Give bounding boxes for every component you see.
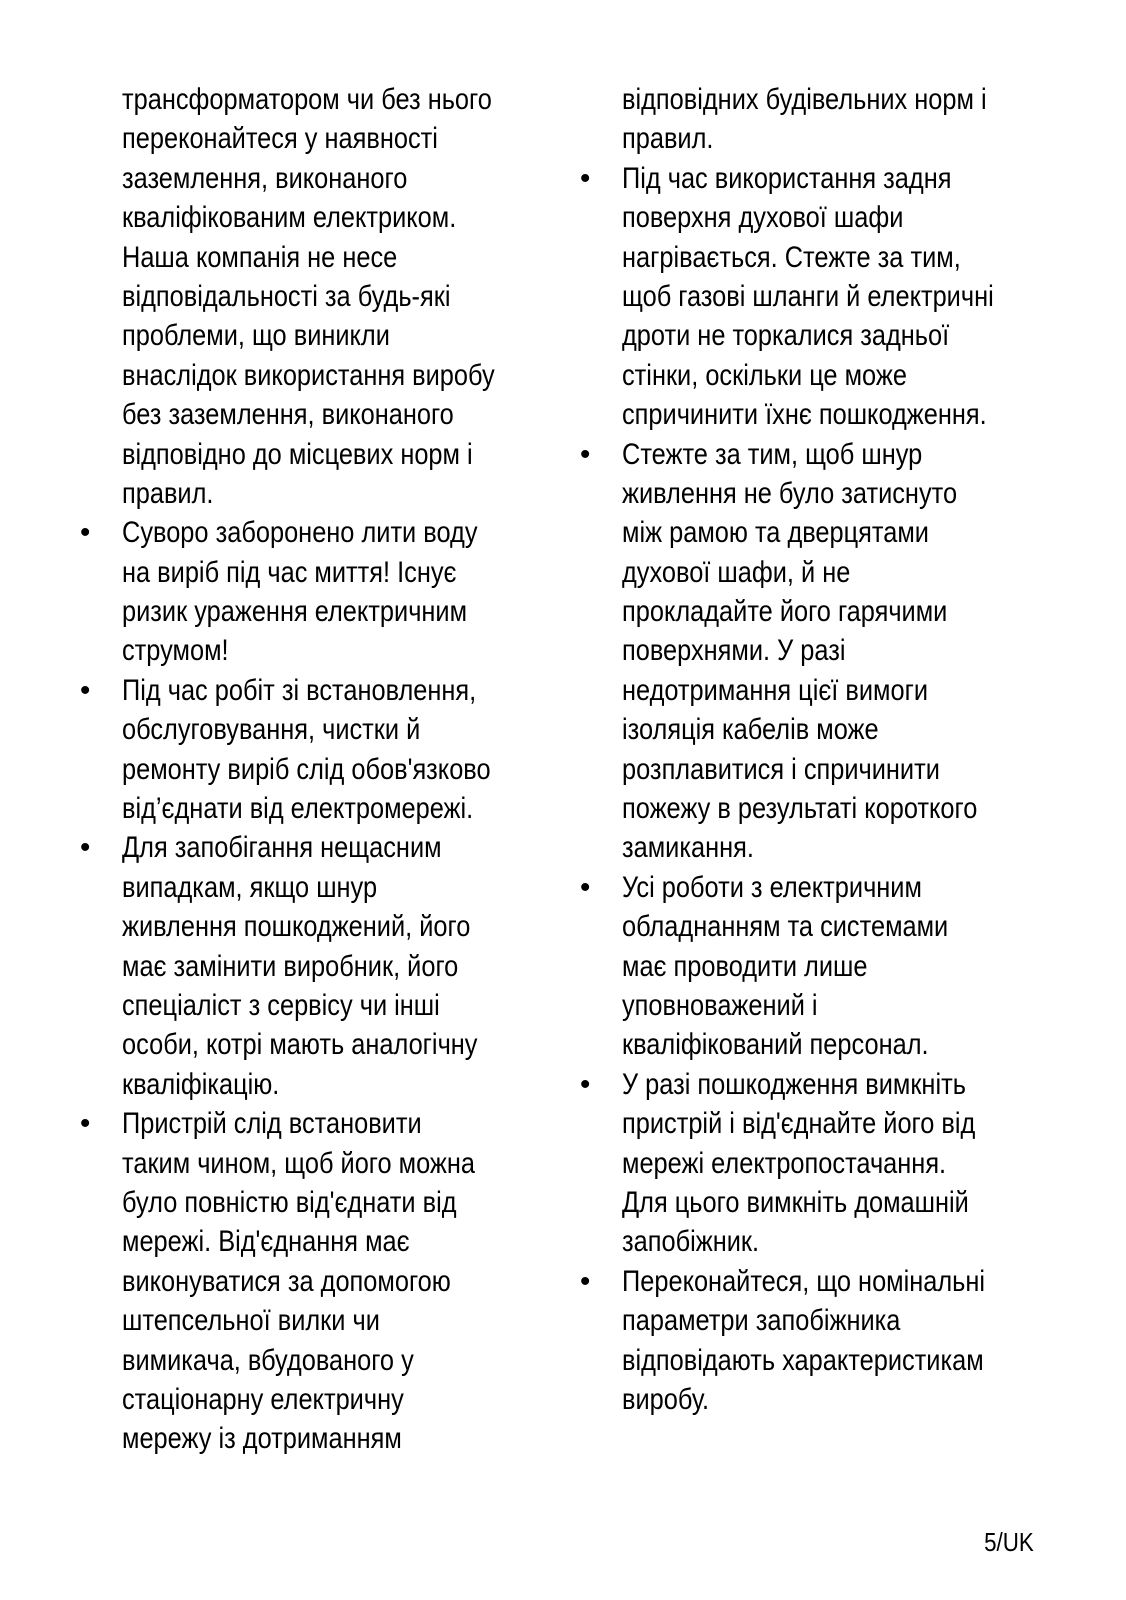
text-line: на виріб під час миття! Існує	[122, 555, 457, 589]
text-line: має замінити виробник, його	[122, 949, 459, 983]
text-line: Під час робіт зі встановлення,	[122, 673, 477, 707]
text-line: пожежу в результаті короткого	[622, 792, 978, 826]
bullet-icon: •	[80, 1107, 91, 1141]
list-item	[70, 513, 560, 671]
text-line: обладнанням та системами	[622, 910, 949, 944]
text-line: таким чином, щоб його можна	[122, 1146, 476, 1180]
text-line: Стежте за тим, щоб шнур	[622, 437, 923, 471]
text-line: трансформатором чи без нього	[122, 83, 492, 116]
text-line: нагрівається. Стежте за тим,	[622, 240, 961, 274]
text-line: щоб газові шланги й електричні	[622, 279, 994, 313]
text-line: замикання.	[622, 831, 754, 865]
text-line: ремонту виріб слід обов'язково	[122, 752, 491, 786]
text-line: прокладайте його гарячими	[622, 595, 948, 629]
text-line: виконуватися за допомогою	[122, 1264, 451, 1298]
text-line: поверхня духової шафи	[622, 201, 904, 235]
bullet-icon: •	[580, 1264, 591, 1298]
text-line: правил.	[622, 122, 714, 156]
text-line: Для запобігання нещасним	[122, 831, 442, 865]
text-line: мережі. Від'єднання має	[122, 1225, 410, 1259]
text-line: особи, котрі мають аналогічну	[122, 1028, 478, 1062]
bullet-icon: •	[580, 1067, 591, 1101]
list-item	[570, 1065, 1060, 1262]
text-line: дроти не торкалися задньої	[622, 319, 950, 353]
page-number: 5/UK	[984, 1527, 1034, 1557]
text-line: У разі пошкодження вимкніть	[622, 1067, 966, 1101]
text-line: відповідних будівельних норм і	[622, 83, 987, 116]
text-line: Наша компанія не несе	[122, 240, 398, 274]
continued-paragraph-left	[70, 80, 560, 513]
text-line: струмом!	[122, 634, 229, 668]
text-line: духової шафи, й не	[622, 555, 851, 589]
text-line: виробу.	[622, 1382, 710, 1416]
text-line: відповідають характеристикам	[622, 1343, 984, 1377]
text-line: кваліфікований персонал.	[622, 1028, 929, 1062]
text-line: кваліфікацію.	[122, 1067, 280, 1101]
text-line: Суворо заборонено лити воду	[122, 516, 478, 550]
list-item	[570, 159, 1060, 435]
text-line: Переконайтеся, що номінальні	[622, 1264, 986, 1298]
bullet-icon: •	[580, 437, 591, 471]
text-line: стінки, оскільки це може	[622, 358, 907, 392]
text-line: проблеми, що виникли	[122, 319, 390, 353]
text-line: внаслідок використання виробу	[122, 358, 495, 392]
bullet-icon: •	[80, 516, 91, 550]
text-line: без заземлення, виконаного	[122, 398, 454, 432]
text-line: запобіжник.	[622, 1225, 760, 1259]
text-line: відповідальності за будь-які	[122, 279, 451, 313]
right-column	[570, 80, 1060, 1419]
list-item	[570, 868, 1060, 1065]
text-line: мережу із дотриманням	[122, 1422, 402, 1456]
text-line: пристрій і від'єднайте його від	[622, 1107, 976, 1141]
text-line: обслуговування, чистки й	[122, 713, 421, 747]
list-item	[70, 671, 560, 829]
list-item	[570, 435, 1060, 868]
text-line: параметри запобіжника	[622, 1304, 901, 1338]
bullet-icon: •	[580, 161, 591, 195]
text-line: уповноважений і	[622, 988, 818, 1022]
text-line: заземлення, виконаного	[122, 161, 408, 195]
text-line: ізоляція кабелів може	[622, 713, 879, 747]
text-line: від’єднати від електромережі.	[122, 792, 474, 826]
text-line: спеціаліст з сервісу чи інші	[122, 988, 440, 1022]
text-line: Пристрій слід встановити	[122, 1107, 422, 1141]
text-line: штепсельної вилки чи	[122, 1304, 380, 1338]
text-line: правил.	[122, 476, 214, 510]
text-line: було повністю від'єднати від	[122, 1185, 457, 1219]
text-line: ризик ураження електричним	[122, 595, 468, 629]
list-item	[70, 1104, 560, 1459]
bullet-icon: •	[580, 870, 591, 904]
text-line: кваліфікованим електриком.	[122, 201, 457, 235]
text-line: поверхнями. У разі	[622, 634, 846, 668]
text-line: Під час використання задня	[622, 161, 952, 195]
text-line: має проводити лише	[622, 949, 868, 983]
text-line: мережі електропостачання.	[622, 1146, 947, 1180]
list-item	[570, 1262, 1060, 1420]
left-column	[70, 80, 560, 1459]
text-line: живлення не було затиснуто	[622, 476, 958, 510]
text-line: живлення пошкоджений, його	[122, 910, 471, 944]
text-line: недотримання цієї вимоги	[622, 673, 929, 707]
bullet-icon: •	[80, 673, 91, 707]
text-line: переконайтеся у наявності	[122, 122, 438, 156]
text-line: Для цього вимкніть домашній	[622, 1185, 969, 1219]
text-line: Усі роботи з електричним	[622, 870, 922, 904]
text-line: між рамою та дверцятами	[622, 516, 929, 550]
list-item	[70, 828, 560, 1104]
text-line: вимикача, вбудованого у	[122, 1343, 414, 1377]
bullet-icon: •	[80, 831, 91, 865]
continued-paragraph-right	[570, 80, 1060, 159]
text-line: випадкам, якщо шнур	[122, 870, 378, 904]
text-line: спричинити їхнє пошкодження.	[622, 398, 987, 432]
text-line: стаціонарну електричну	[122, 1382, 404, 1416]
text-line: відповідно до місцевих норм і	[122, 437, 473, 471]
text-line: розплавитися і спричинити	[622, 752, 940, 786]
